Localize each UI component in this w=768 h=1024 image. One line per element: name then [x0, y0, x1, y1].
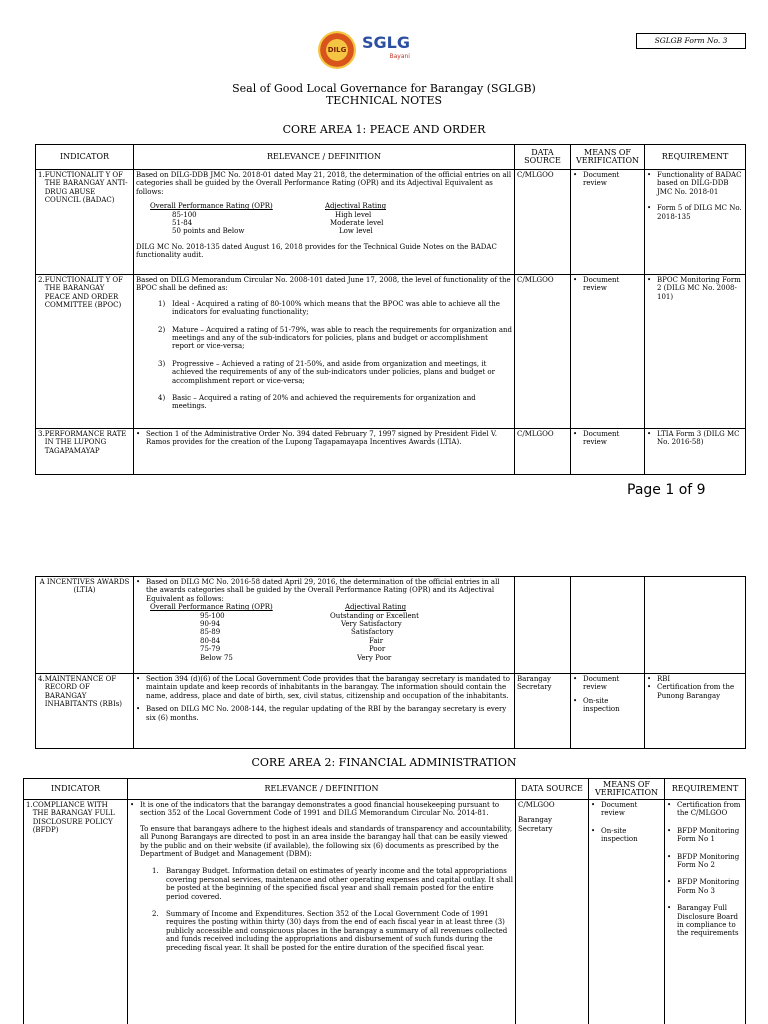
indicator-cell — [36, 170, 134, 275]
adjectival-value: Moderate level — [330, 219, 384, 228]
sglg-logo-text: SGLG — [362, 33, 410, 52]
means-cell: • Document review — [571, 170, 645, 275]
relevance-text: Based on DILG-DDB JMC No. 2018-01 dated May 21, 2018, the determination of the official entries on all categories shall be guided by the Overall Performance Rating (OPR) and its Adjectival Equivalent as follows: — [136, 171, 512, 196]
sglg-logo — [362, 33, 410, 64]
col-header-requirement: REQUIREMENT — [645, 145, 746, 170]
data-source-item: C/MLGOO — [518, 801, 555, 809]
indicator-cell — [36, 275, 134, 429]
relevance-text: Based on DILG MC No. 2016-58 dated April 29, 2016, the determination of the official entries in all the awards categories shall be guided by the Overall Performance Rating (OPR) and its Adjectival Equivalent as follows: — [146, 578, 500, 603]
means-item: On-site inspection — [583, 696, 620, 714]
means-item: On-site inspection — [601, 826, 638, 844]
table-row — [36, 429, 746, 475]
indicator-text: PERFORMANCE RATE IN THE LUPONG TAGAPAMAYAP — [44, 430, 127, 455]
relevance-cell: • It is one of the indicators that the barangay demonstrates a good financial housekeeping pursuant to section 352 of the Local Government Code of 1991 and DILG Memorandum Circular No. 2014-81. To ensure that barangays adhere to the highest ideals and standards of transparency and accountability, all Punong Barangays are directed to post in an area inside the barangay hall that can be easily viewed by the public and on their website (if available), the following six (6) documents as prescribed by the Department of Budget and Management (DBM): 1. Barangay Budget. Information detail on estimates of yearly income and the total appropriations covering personal services, maintenance and other operating expenses and capital outlay. It shall be posted at the beginning of the specified fiscal year and shall remain posted for the entire period covered. 2. Summary of Income and Expenditures. Section 352 of the Local Government Code of 1991 requires the posting within thirty (30) days from the end of each fiscal year in at least three (3) publicly accessible and conspicuous places in the barangay a summary of all revenues collected and funds received including the appropriations and disbursement of such funds during the preceding fiscal year. It shall be posted for the entire duration of the specified fiscal year. — [128, 800, 516, 1024]
table-row — [36, 170, 746, 275]
col-header-means: MEANS OF VERIFICATION — [589, 779, 665, 800]
item-text: Barangay Budget. Information detail on estimates of yearly income and the total appropriations covering personal services, maintenance and other operating expenses and capital outlay. It shall be posted at the beginning of the specified fiscal year and shall remain posted for the entire period covered. — [166, 867, 513, 901]
requirement-item: Certification from the Punong Barangay — [657, 683, 735, 700]
means-cell: • Document review • On-site inspection — [571, 674, 645, 749]
requirement-item: BPOC Monitoring Form 2 (DILG MC No. 2008-101) — [657, 276, 741, 301]
means-cell: • Document review — [571, 429, 645, 475]
table-row — [36, 275, 746, 429]
level-item — [158, 394, 512, 411]
row-number: 1. — [26, 801, 33, 809]
row-number: 3. — [38, 430, 45, 438]
adjectival-value: Outstanding or Excellent — [330, 611, 419, 620]
adjectival-value: High level — [335, 210, 372, 219]
opr-value: 90-94 — [200, 620, 221, 629]
opr-value: 51-84 — [172, 219, 193, 228]
opr-header: Overall Performance Rating (OPR) — [150, 202, 273, 211]
level-number: 1) — [158, 299, 166, 308]
page-number: Page 1 of 9 — [627, 482, 706, 498]
data-source-cell: Barangay Secretary — [515, 674, 571, 749]
opr-value: 50 points and Below — [172, 227, 245, 236]
core-area-2-table — [23, 778, 746, 1024]
table-header-row — [36, 145, 746, 170]
adjectival-value: Satisfactory — [351, 628, 394, 637]
level-number: 3) — [158, 359, 166, 368]
opr-header: Overall Performance Rating (OPR) — [150, 603, 273, 612]
item-number: 1. — [152, 867, 159, 876]
opr-value: 80-84 — [200, 636, 221, 645]
logo-group — [318, 30, 410, 70]
indicator-text: FUNCTIONALIT Y OF THE BARANGAY PEACE AND ORDER COMMITTEE (BPOC) — [44, 276, 124, 310]
means-item: Document review — [601, 801, 638, 818]
level-text: Progressive – Achieved a rating of 21-50%, and aside from organization and meetings, it achieved the requirements of any of the sub-indicators under policies, plans and budget or accomplishment report or vice-versa; — [172, 359, 495, 385]
data-source-item: Barangay Secretary — [518, 816, 553, 833]
level-number: 4) — [158, 394, 166, 403]
requirement-item: Certification from the C/MLGOO — [677, 801, 741, 818]
adjectival-value: Poor — [369, 645, 386, 654]
relevance-text: Section 1 of the Administrative Order No. 394 dated February 7, 1997 signed by President Fidel V. Ramos provides for the creation of the Lupong Tagapamayapa Incentives Awards (LTIA). — [146, 430, 497, 447]
data-source-cell: C/MLGOO — [515, 275, 571, 429]
indicator-text: FUNCTIONALIT Y OF THE BARANGAY ANTI-DRUG ABUSE COUNCIL (BADAC) — [44, 171, 128, 205]
item-number: 2. — [152, 910, 159, 919]
requirement-item: BFDP Monitoring Form No 3 — [677, 878, 740, 895]
opr-value: 85-89 — [200, 628, 221, 637]
opr-value: 95-100 — [200, 611, 225, 620]
relevance-cell — [134, 275, 515, 429]
means-cell: • Document review — [571, 275, 645, 429]
requirement-item: Barangay Full Disclosure Board in compliance to the requirements — [677, 904, 739, 938]
table-row — [36, 577, 746, 674]
level-text: Basic – Acquired a rating of 20% and achieved the requirements for organization and meetings. — [172, 394, 476, 411]
opr-value: 85-100 — [172, 210, 197, 219]
requirement-item: RBI — [657, 675, 671, 683]
document-subtitle: TECHNICAL NOTES — [325, 94, 443, 107]
means-item: Document review — [583, 430, 620, 447]
relevance-text: It is one of the indicators that the barangay demonstrates a good financial housekeeping pursuant to section 352 of the Local Government Code of 1991 and DILG Memorandum Circular No. 2014-81. — [140, 801, 500, 818]
row-number: 4. — [38, 675, 45, 683]
data-source-cell: C/MLGOO — [515, 429, 571, 475]
means-cell — [571, 577, 645, 674]
means-item: Document review — [583, 675, 620, 692]
means-item: Document review — [583, 276, 620, 293]
adjectival-value: Very Satisfactory — [341, 620, 402, 629]
adjectival-header: Adjectival Rating — [325, 202, 387, 211]
relevance-cell — [134, 170, 515, 275]
page-gap — [0, 512, 768, 567]
level-number: 2) — [158, 325, 166, 334]
relevance-note: DILG MC No. 2018-135 dated August 16, 2018 provides for the Technical Guide Notes on the BADAC functionality audit. — [136, 242, 497, 260]
level-item — [158, 360, 512, 385]
level-text: Mature – Acquired a rating of 51-79%, was able to reach the requirements for organization and meetings and any of the sub-indicators for policies, plans and budget or accomplishment report or vice-versa; — [172, 325, 512, 351]
data-source-cell — [515, 577, 571, 674]
requirement-item: Form 5 of DILG MC No. 2018-135 — [657, 204, 742, 221]
item-text: Summary of Income and Expenditures. Section 352 of the Local Government Code of 1991 requires the posting within thirty (30) days from the end of each fiscal year in at least three (3) publicly accessible and conspicuous places in the barangay a summary of all revenues collected and funds received including the appropriations and disbursement of such funds during the preceding fiscal year. It shall be posted for the entire duration of the specified fiscal year. — [166, 910, 508, 952]
row-number: 1. — [38, 171, 45, 179]
table-row — [24, 800, 746, 1024]
requirement-cell — [645, 577, 746, 674]
level-item — [158, 326, 512, 351]
relevance-text: To ensure that barangays adhere to the highest ideals and standards of transparency and accountability, all Punong Barangays are directed to post in an area inside the barangay hall that can be easily viewed by the public and on their website (if available), the following six (6) documents as prescribed by the Department of Budget and Management (DBM): — [140, 824, 513, 859]
col-header-data-source: DATA SOURCE — [515, 145, 571, 170]
requirement-cell: • RBI • Certification from the Punong Barangay — [645, 674, 746, 749]
adjectival-value: Fair — [369, 636, 384, 645]
indicator-cell: A INCENTIVES AWARDS (LTIA) — [36, 577, 134, 674]
indicator-text: MAINTENANCE OF RECORD OF BARANGAY INHABITANTS (RBIs) — [44, 675, 123, 709]
requirement-item: Functionality of BADAC based on DILG-DDB JMC No. 2018-01 — [657, 171, 742, 196]
means-item: Document review — [583, 171, 620, 188]
relevance-text: Section 394 (d)(6) of the Local Government Code provides that the barangay secretary is mandated to maintain update and keep records of inhabitants in the barangay. The information should contain the name, address, place and date of birth, sex, civil status, citizenship and occupation of the inhabitants. — [146, 675, 510, 700]
relevance-text: Based on DILG Memorandum Circular No. 2008-101 dated June 17, 2008, the level of functionality of the BPOC shall be defined as: — [136, 276, 511, 293]
means-cell: • Document review • On-site inspection — [589, 800, 665, 1024]
core-area-1-continued-table — [35, 576, 746, 749]
requirement-item: BFDP Monitoring Form No 2 — [677, 852, 740, 870]
indicator-text: COMPLIANCE WITH THE BARANGAY FULL DISCLOSURE POLICY (BFDP) — [32, 801, 115, 835]
indicator-cell — [36, 674, 134, 749]
core-area-1-heading: CORE AREA 1: PEACE AND ORDER — [282, 123, 486, 136]
adjectival-header: Adjectival Rating — [345, 603, 407, 612]
col-header-requirement: REQUIREMENT — [665, 779, 746, 800]
form-number-box: SGLGB Form No. 3 — [636, 33, 746, 49]
document-title: Seal of Good Local Governance for Barangay (SGLGB) — [232, 82, 536, 95]
col-header-indicator: INDICATOR — [24, 779, 128, 800]
indicator-cell — [36, 429, 134, 475]
adjectival-value: Very Poor — [357, 653, 392, 662]
requirement-cell: • Certification from the C/MLGOO • BFDP Monitoring Form No 1 • BFDP Monitoring Form No 2 • BFDP Monitoring Form No 3 • Barangay Full Disclosure Board in compliance to the requirements — [665, 800, 746, 1024]
col-header-data-source: DATA SOURCE — [516, 779, 589, 800]
opr-table — [150, 603, 512, 662]
table-row — [36, 674, 746, 749]
opr-value: 75-79 — [200, 645, 221, 654]
sglg-tagline: Bayani — [389, 53, 410, 60]
relevance-cell: • Section 394 (d)(6) of the Local Government Code provides that the barangay secretary is mandated to maintain update and keep records of inhabitants in the barangay. The information should contain the name, address, place and date of birth, sex, civil status, citizenship and occupation of the inhabitants. • Based on DILG MC No. 2008-144, the regular updating of the RBI by the barangay secretary is every six (6) months. — [134, 674, 515, 749]
document-item — [152, 867, 513, 901]
relevance-cell: • Section 1 of the Administrative Order No. 394 dated February 7, 1997 signed by President Fidel V. Ramos provides for the creation of the Lupong Tagapamayapa Incentives Awards (LTIA). — [134, 429, 515, 475]
relevance-text: Based on DILG MC No. 2008-144, the regular updating of the RBI by the barangay secretary is every six (6) months. — [146, 705, 507, 722]
col-header-relevance: RELEVANCE / DEFINITION — [134, 145, 515, 170]
requirement-item: BFDP Monitoring Form No 1 — [677, 826, 740, 844]
adjectival-value: Low level — [339, 227, 373, 236]
dilg-seal-icon — [318, 31, 356, 69]
data-source-cell — [516, 800, 589, 1024]
requirement-cell: • BPOC Monitoring Form 2 (DILG MC No. 2008-101) — [645, 275, 746, 429]
requirement-cell: • Functionality of BADAC based on DILG-DDB JMC No. 2018-01 • Form 5 of DILG MC No. 2018-135 — [645, 170, 746, 275]
table-header-row — [24, 779, 746, 800]
indicator-cell — [24, 800, 128, 1024]
document-item — [152, 910, 513, 952]
level-item — [158, 300, 512, 317]
core-area-1-table — [35, 144, 746, 475]
data-source-cell: C/MLGOO — [515, 170, 571, 275]
col-header-indicator: INDICATOR — [36, 145, 134, 170]
opr-value: Below 75 — [200, 653, 233, 662]
col-header-relevance: RELEVANCE / DEFINITION — [128, 779, 516, 800]
col-header-means: MEANS OF VERIFICATION — [571, 145, 645, 170]
requirement-item: LTIA Form 3 (DILG MC No. 2016-58) — [657, 430, 740, 447]
requirement-cell: • LTIA Form 3 (DILG MC No. 2016-58) — [645, 429, 746, 475]
page-2 — [0, 567, 768, 1024]
level-text: Ideal - Acquired a rating of 80-100% which means that the BPOC was able to achieve all the indicators for evaluating functionality; — [172, 299, 500, 317]
seal-text: DILG — [327, 46, 347, 54]
core-area-2-heading: CORE AREA 2: FINANCIAL ADMINISTRATION — [251, 756, 517, 769]
relevance-cell: • Based on DILG MC No. 2016-58 dated April 29, 2016, the determination of the official entries in all the awards categories shall be guided by the Overall Performance Rating (OPR) and its Adjectival Equivalent as follows: Overall Performance Rating (OPR) Adjectival Rating 95-100 Outstanding or Excellent 90-94 Very Satisfactory 85-89 Satisfactory 80-84 Fair 75-79 Poor Below 75 Very Poor — [134, 577, 515, 674]
row-number: 2. — [38, 276, 45, 284]
opr-table — [150, 202, 512, 236]
